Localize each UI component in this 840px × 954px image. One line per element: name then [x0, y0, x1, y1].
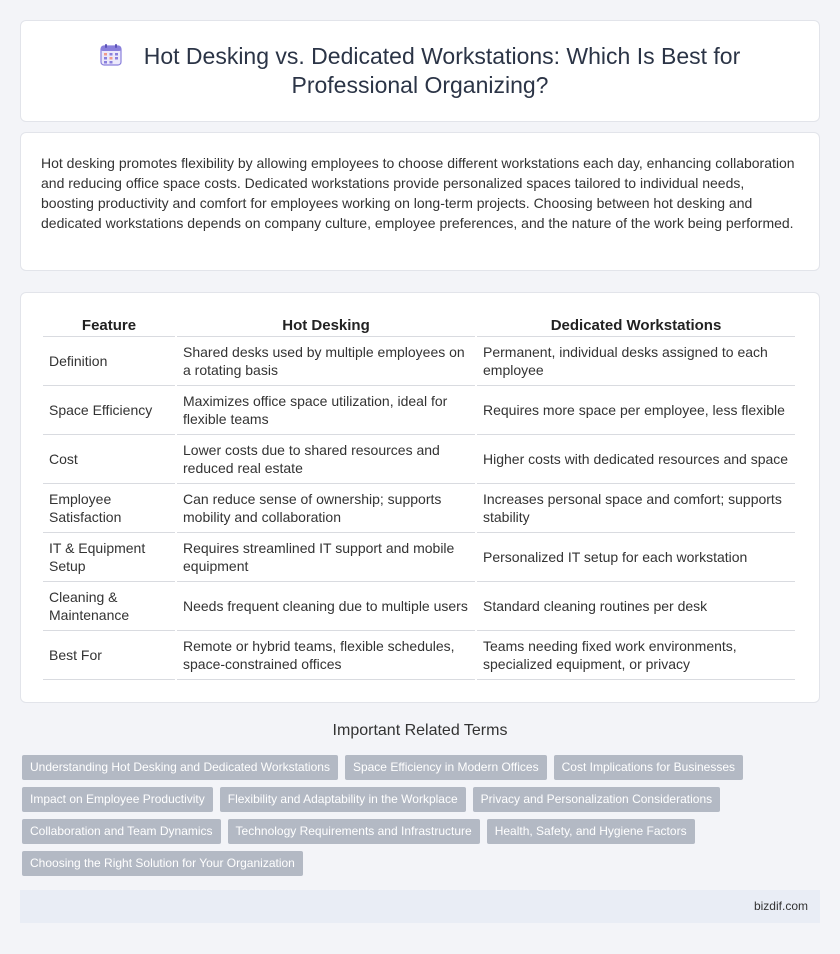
title-wrap — [21, 42, 819, 100]
row-hot-desking: Shared desks used by multiple employees on a rotating basis — [177, 337, 475, 386]
row-hot-desking: Requires streamlined IT support and mobile equipment — [177, 533, 475, 582]
table-row — [43, 484, 795, 533]
related-term-tag[interactable]: Collaboration and Team Dynamics — [22, 819, 221, 844]
row-feature: Space Efficiency — [43, 386, 175, 435]
related-terms-tags — [22, 755, 802, 876]
footer-brand-link[interactable]: bizdif.com — [753, 899, 808, 913]
related-term-tag[interactable]: Technology Requirements and Infrastructure — [228, 819, 480, 844]
row-feature: Employee Satisfaction — [43, 484, 175, 533]
row-dedicated: Requires more space per employee, less flexible — [477, 386, 795, 435]
row-hot-desking: Lower costs due to shared resources and reduced real estate — [177, 435, 475, 484]
page-title-text: Hot Desking vs. Dedicated Workstations: Which Is Best for Professional Organizing? — [143, 43, 741, 98]
related-term-tag[interactable]: Understanding Hot Desking and Dedicated Workstations — [22, 755, 338, 780]
table-row — [43, 435, 795, 484]
page-title — [61, 42, 779, 100]
intro-paragraph: Hot desking promotes flexibility by allowing employees to choose different workstations each day, enhancing collaboration and reducing office space costs. Dedicated workstations provide personalized spaces tailored to individual needs, boosting productivity and comfort for employees working on long-term projects. Choosing between hot desking and dedicated workstations depends on company culture, employee preferences, and the nature of the work being performed. — [41, 155, 795, 231]
related-term-tag[interactable]: Privacy and Personalization Considerations — [473, 787, 720, 812]
related-term-tag[interactable]: Choosing the Right Solution for Your Organization — [22, 851, 303, 876]
row-dedicated: Teams needing fixed work environments, specialized equipment, or privacy — [477, 631, 795, 680]
calendar-grid-icon — [100, 44, 122, 66]
table-row — [43, 631, 795, 680]
row-dedicated: Standard cleaning routines per desk — [477, 582, 795, 631]
row-feature: Best For — [43, 631, 175, 680]
table-row — [43, 582, 795, 631]
row-dedicated: Permanent, individual desks assigned to each employee — [477, 337, 795, 386]
header-dedicated-workstations: Dedicated Workstations — [477, 313, 795, 337]
comparison-table-card — [20, 292, 820, 703]
table-row — [43, 386, 795, 435]
header-feature: Feature — [43, 313, 175, 337]
row-hot-desking: Needs frequent cleaning due to multiple users — [177, 582, 475, 631]
title-card — [20, 20, 820, 122]
intro-card — [20, 132, 820, 271]
row-feature: Cost — [43, 435, 175, 484]
header-hot-desking: Hot Desking — [177, 313, 475, 337]
table-header-row — [43, 313, 795, 337]
related-term-tag[interactable]: Impact on Employee Productivity — [22, 787, 213, 812]
related-terms-heading: Important Related Terms — [332, 722, 508, 739]
comparison-table — [41, 313, 797, 680]
related-term-tag[interactable]: Health, Safety, and Hygiene Factors — [487, 819, 695, 844]
row-feature: Definition — [43, 337, 175, 386]
row-hot-desking: Maximizes office space utilization, ideal for flexible teams — [177, 386, 475, 435]
row-dedicated: Increases personal space and comfort; supports stability — [477, 484, 795, 533]
row-dedicated: Higher costs with dedicated resources and space — [477, 435, 795, 484]
row-hot-desking: Remote or hybrid teams, flexible schedules, space-constrained offices — [177, 631, 475, 680]
row-hot-desking: Can reduce sense of ownership; supports mobility and collaboration — [177, 484, 475, 533]
row-dedicated: Personalized IT setup for each workstation — [477, 533, 795, 582]
row-feature: Cleaning & Maintenance — [43, 582, 175, 631]
related-term-tag[interactable]: Flexibility and Adaptability in the Workplace — [220, 787, 466, 812]
footer — [20, 890, 820, 923]
table-row — [43, 533, 795, 582]
related-term-tag[interactable]: Space Efficiency in Modern Offices — [345, 755, 547, 780]
row-feature: IT & Equipment Setup — [43, 533, 175, 582]
related-term-tag[interactable]: Cost Implications for Businesses — [554, 755, 743, 780]
table-row — [43, 337, 795, 386]
